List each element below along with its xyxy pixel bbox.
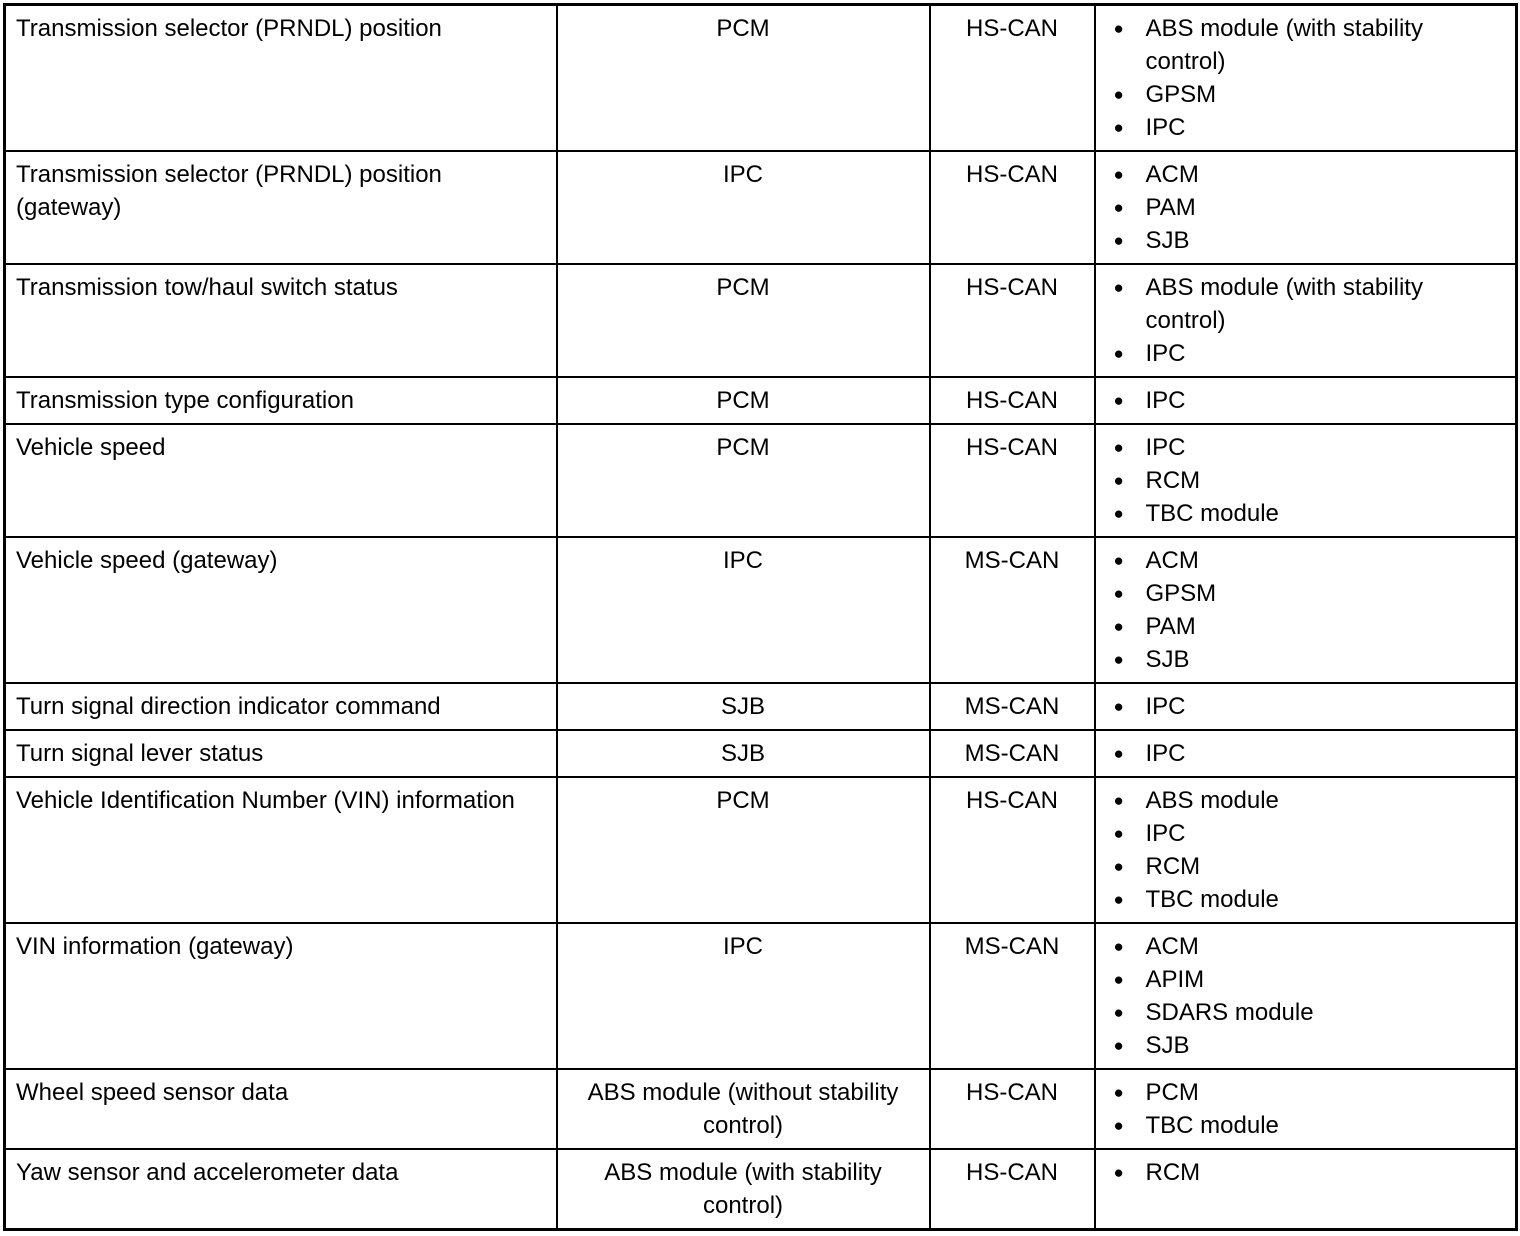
table-row <box>5 5 1517 152</box>
bullet-icon: ● <box>1113 504 1124 523</box>
receiving-modules-cell <box>1095 923 1517 1069</box>
receiver-label: IPC <box>1145 820 1186 847</box>
receiver-label: ABS module <box>1145 787 1279 814</box>
message-cell: Vehicle speed <box>5 424 557 537</box>
receiver-item <box>1114 431 1510 464</box>
receiver-item <box>1114 337 1510 370</box>
originating-module-cell: PCM <box>557 264 930 377</box>
originating-module-cell: IPC <box>557 151 930 264</box>
bullet-icon: ● <box>1113 118 1124 137</box>
receiver-label: IPC <box>1145 740 1186 767</box>
network-cell: HS-CAN <box>930 151 1095 264</box>
originating-module-cell: PCM <box>557 377 930 424</box>
table-row <box>5 730 1517 777</box>
network-cell: HS-CAN <box>930 377 1095 424</box>
network-cell: MS-CAN <box>930 683 1095 730</box>
receiver-item <box>1114 643 1510 676</box>
network-cell: HS-CAN <box>930 5 1095 152</box>
receiver-item <box>1114 963 1510 996</box>
receiver-label: ACM <box>1145 161 1199 188</box>
bullet-icon: ● <box>1113 471 1124 490</box>
bullet-icon: ● <box>1113 1083 1124 1102</box>
receiver-label: RCM <box>1145 853 1201 880</box>
receiver-label: GPSM <box>1145 81 1217 108</box>
receiver-item <box>1114 1076 1510 1109</box>
bullet-icon: ● <box>1113 198 1124 217</box>
table-row <box>5 777 1517 923</box>
receiver-label: RCM <box>1145 1159 1201 1186</box>
bullet-icon: ● <box>1113 791 1124 810</box>
bullet-icon: ● <box>1113 391 1124 410</box>
receiver-label: IPC <box>1145 114 1186 141</box>
message-cell: Turn signal lever status <box>5 730 557 777</box>
network-cell: MS-CAN <box>930 923 1095 1069</box>
receiver-item <box>1114 78 1510 111</box>
receiver-item <box>1114 464 1510 497</box>
receiver-item <box>1114 996 1510 1029</box>
receiver-label: SJB <box>1145 1032 1190 1059</box>
bullet-icon: ● <box>1113 231 1124 250</box>
receiver-item <box>1114 1029 1510 1062</box>
network-cell: HS-CAN <box>930 777 1095 923</box>
receiver-label: TBC module <box>1145 1112 1279 1139</box>
message-cell: Turn signal direction indicator command <box>5 683 557 730</box>
bullet-icon: ● <box>1113 857 1124 876</box>
receiver-label: PAM <box>1145 194 1196 221</box>
receiver-label: IPC <box>1145 387 1186 414</box>
receiving-modules-cell <box>1095 151 1517 264</box>
table-row <box>5 424 1517 537</box>
bullet-icon: ● <box>1113 824 1124 843</box>
message-cell: Transmission tow/haul switch status <box>5 264 557 377</box>
network-cell: HS-CAN <box>930 264 1095 377</box>
message-cell: Wheel speed sensor data <box>5 1069 557 1149</box>
bullet-icon: ● <box>1113 650 1124 669</box>
table-row <box>5 377 1517 424</box>
originating-module-cell: ABS module (without stability control) <box>557 1069 930 1149</box>
receiving-modules-cell <box>1095 730 1517 777</box>
receiving-modules-cell <box>1095 377 1517 424</box>
bullet-icon: ● <box>1113 19 1124 38</box>
network-cell: MS-CAN <box>930 537 1095 683</box>
bullet-icon: ● <box>1113 584 1124 603</box>
receiver-item <box>1114 737 1510 770</box>
bullet-icon: ● <box>1113 278 1124 297</box>
receiving-modules-cell <box>1095 537 1517 683</box>
receiving-modules-cell <box>1095 1069 1517 1149</box>
originating-module-cell: PCM <box>557 5 930 152</box>
receiver-label: PAM <box>1145 613 1196 640</box>
receiving-modules-cell <box>1095 5 1517 152</box>
receiver-label: ABS module (with stability control) <box>1145 274 1423 334</box>
table-row <box>5 1149 1517 1230</box>
receiver-item <box>1114 784 1510 817</box>
receiver-label: SJB <box>1145 646 1190 673</box>
bullet-icon: ● <box>1113 890 1124 909</box>
receiver-label: IPC <box>1145 340 1186 367</box>
receiver-label: ACM <box>1145 933 1199 960</box>
receiver-item <box>1114 384 1510 417</box>
bullet-icon: ● <box>1113 1163 1124 1182</box>
receiver-item <box>1114 544 1510 577</box>
receiver-item <box>1114 690 1510 723</box>
receiver-item <box>1114 271 1510 337</box>
receiver-label: TBC module <box>1145 886 1279 913</box>
receiver-label: TBC module <box>1145 500 1279 527</box>
table-row <box>5 923 1517 1069</box>
receiver-item <box>1114 224 1510 257</box>
originating-module-cell: IPC <box>557 537 930 683</box>
originating-module-cell: SJB <box>557 683 930 730</box>
receiver-label: PCM <box>1145 1079 1199 1106</box>
receiver-label: ABS module (with stability control) <box>1145 15 1423 75</box>
bullet-icon: ● <box>1113 165 1124 184</box>
receiving-modules-cell <box>1095 777 1517 923</box>
receiver-label: SDARS module <box>1145 999 1314 1026</box>
receiver-item <box>1114 850 1510 883</box>
message-cell: Transmission selector (PRNDL) position (gateway) <box>5 151 557 264</box>
receiver-item <box>1114 1109 1510 1142</box>
receiving-modules-cell <box>1095 424 1517 537</box>
bullet-icon: ● <box>1113 697 1124 716</box>
receiver-item <box>1114 1156 1510 1189</box>
receiver-label: SJB <box>1145 227 1190 254</box>
table-row <box>5 683 1517 730</box>
bullet-icon: ● <box>1113 937 1124 956</box>
message-cell: Vehicle speed (gateway) <box>5 537 557 683</box>
receiver-label: IPC <box>1145 693 1186 720</box>
message-cell: Transmission selector (PRNDL) position <box>5 5 557 152</box>
bullet-icon: ● <box>1113 970 1124 989</box>
message-cell: Transmission type configuration <box>5 377 557 424</box>
message-cell: Vehicle Identification Number (VIN) information <box>5 777 557 923</box>
originating-module-cell: SJB <box>557 730 930 777</box>
network-cell: HS-CAN <box>930 1069 1095 1149</box>
bullet-icon: ● <box>1113 438 1124 457</box>
receiving-modules-cell <box>1095 1149 1517 1230</box>
originating-module-cell: PCM <box>557 777 930 923</box>
receiver-item <box>1114 577 1510 610</box>
message-cell: VIN information (gateway) <box>5 923 557 1069</box>
receiver-label: GPSM <box>1145 580 1217 607</box>
bullet-icon: ● <box>1113 617 1124 636</box>
network-cell: MS-CAN <box>930 730 1095 777</box>
bullet-icon: ● <box>1113 551 1124 570</box>
network-cell: HS-CAN <box>930 424 1095 537</box>
bullet-icon: ● <box>1113 1116 1124 1135</box>
receiver-item <box>1114 817 1510 850</box>
receiver-item <box>1114 497 1510 530</box>
network-cell: HS-CAN <box>930 1149 1095 1230</box>
receiver-item <box>1114 930 1510 963</box>
originating-module-cell: IPC <box>557 923 930 1069</box>
message-cell: Yaw sensor and accelerometer data <box>5 1149 557 1230</box>
receiver-label: RCM <box>1145 467 1201 494</box>
receiver-item <box>1114 12 1510 78</box>
receiver-label: IPC <box>1145 434 1186 461</box>
receiver-item <box>1114 883 1510 916</box>
table-row <box>5 264 1517 377</box>
receiving-modules-cell <box>1095 683 1517 730</box>
receiving-modules-cell <box>1095 264 1517 377</box>
table-row <box>5 151 1517 264</box>
receiver-item <box>1114 610 1510 643</box>
receiver-label: APIM <box>1145 966 1205 993</box>
receiver-item <box>1114 111 1510 144</box>
table-row <box>5 1069 1517 1149</box>
receiver-item <box>1114 191 1510 224</box>
bullet-icon: ● <box>1113 1003 1124 1022</box>
bullet-icon: ● <box>1113 85 1124 104</box>
bullet-icon: ● <box>1113 344 1124 363</box>
table-body <box>5 5 1517 1230</box>
originating-module-cell: ABS module (with stability control) <box>557 1149 930 1230</box>
bullet-icon: ● <box>1113 1036 1124 1055</box>
table-row <box>5 537 1517 683</box>
network-message-table <box>3 3 1518 1231</box>
bullet-icon: ● <box>1113 744 1124 763</box>
receiver-label: ACM <box>1145 547 1199 574</box>
originating-module-cell: PCM <box>557 424 930 537</box>
receiver-item <box>1114 158 1510 191</box>
